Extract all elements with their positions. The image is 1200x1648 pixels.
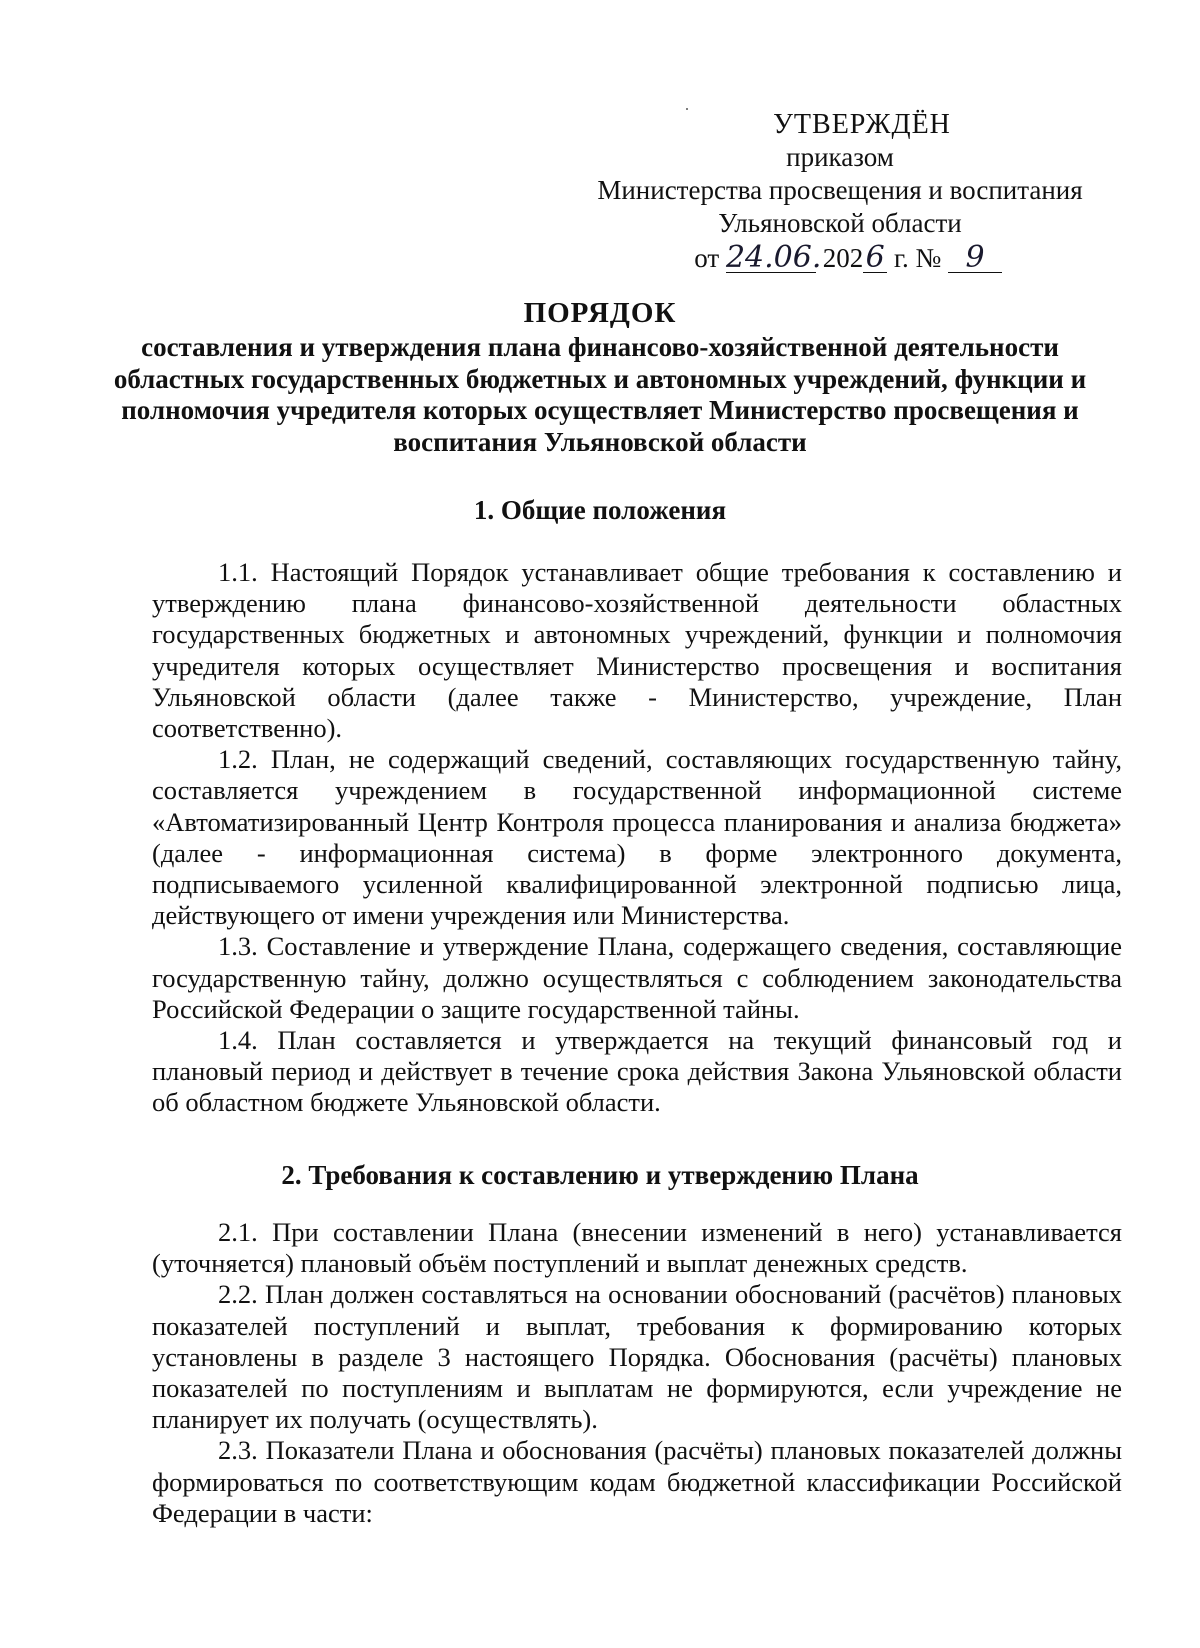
section-1-body bbox=[152, 557, 1122, 1119]
approval-title: УТВЕРЖДЁН bbox=[773, 109, 951, 140]
section-2-heading: 2. Требования к составлению и утверждению Плана bbox=[281, 1160, 919, 1190]
document-subtitle: составления и утверждения плана финансово-хозяйственной деятельности областных государственных бюджетных и автономных учреждений, функции и полномочия учредителя которых осуществляет Министерство просвещения и воспитания Ульяновской области bbox=[113, 332, 1087, 457]
paragraph-2-2: 2.2. План должен составляться на основании обоснований (расчётов) плановых показателей поступлений и выплат, требования к формированию которых установлены в разделе 3 настоящего Порядка. Обоснования (расчёты) плановых показателей по поступлениям и выплатам не формируются, если учреждение не планирует их получать (осуществлять). bbox=[152, 1279, 1122, 1435]
approval-block bbox=[560, 108, 1120, 275]
handwritten-number: 9 bbox=[948, 244, 1002, 273]
document-title: ПОРЯДОК bbox=[523, 297, 677, 329]
section-1-heading: 1. Общие положения bbox=[473, 495, 727, 525]
handwritten-year: 6 bbox=[863, 244, 887, 273]
paragraph-1-2: 1.2. План, не содержащий сведений, составляющих государственную тайну, составляется учреждением в государственной информационной системе «Автоматизированный Центр Контроля процесса планирования и анализа бюджета» (далее - информационная система) в форме электронного документа, подписываемого усиленной квалифицированной электронной подписью лица, действующего от имени учреждения или Министерства. bbox=[152, 744, 1122, 931]
paragraph-2-3: 2.3. Показатели Плана и обоснования (расчёты) плановых показателей должны формироваться по соответствующим кодам бюджетной классификации Российской Федерации в части: bbox=[152, 1435, 1122, 1528]
paragraph-1-3: 1.3. Составление и утверждение Плана, содержащего сведения, составляющие государственную тайну, должно осуществляться с соблюдением законодательства Российской Федерации о защите государственной тайны. bbox=[152, 931, 1122, 1024]
approval-line-region: Ульяновской области bbox=[718, 208, 962, 238]
handwritten-date: 24.06. bbox=[725, 240, 822, 275]
section-2-body bbox=[152, 1217, 1122, 1529]
year-suffix: г. № bbox=[893, 243, 942, 273]
paragraph-2-1: 2.1. При составлении Плана (внесении изменений в него) устанавливается (уточняется) плановый объём поступлений и выплат денежных средств. bbox=[152, 1217, 1122, 1279]
paragraph-1-1: 1.1. Настоящий Порядок устанавливает общие требования к составлению и утверждению плана финансово-хозяйственной деятельности областных государственных бюджетных и автономных учреждений, функции и полномочия учредителя которых осуществляет Министерство просвещения и воспитания Ульяновской области (далее также - Министерство, учреждение, План соответственно). bbox=[152, 557, 1122, 744]
document-title-block bbox=[100, 298, 1100, 458]
paragraph-1-4: 1.4. План составляется и утверждается на текущий финансовый год и плановый период и действует в течение срока действия Закона Ульяновской области об областном бюджете Ульяновской области. bbox=[152, 1025, 1122, 1118]
approval-date-line bbox=[560, 242, 1120, 275]
approval-line-ministry: Министерства просвещения и воспитания bbox=[597, 175, 1083, 205]
year-prefix: 202 bbox=[822, 243, 864, 273]
date-prefix: от bbox=[694, 243, 720, 273]
approval-line-order: приказом bbox=[786, 142, 894, 172]
